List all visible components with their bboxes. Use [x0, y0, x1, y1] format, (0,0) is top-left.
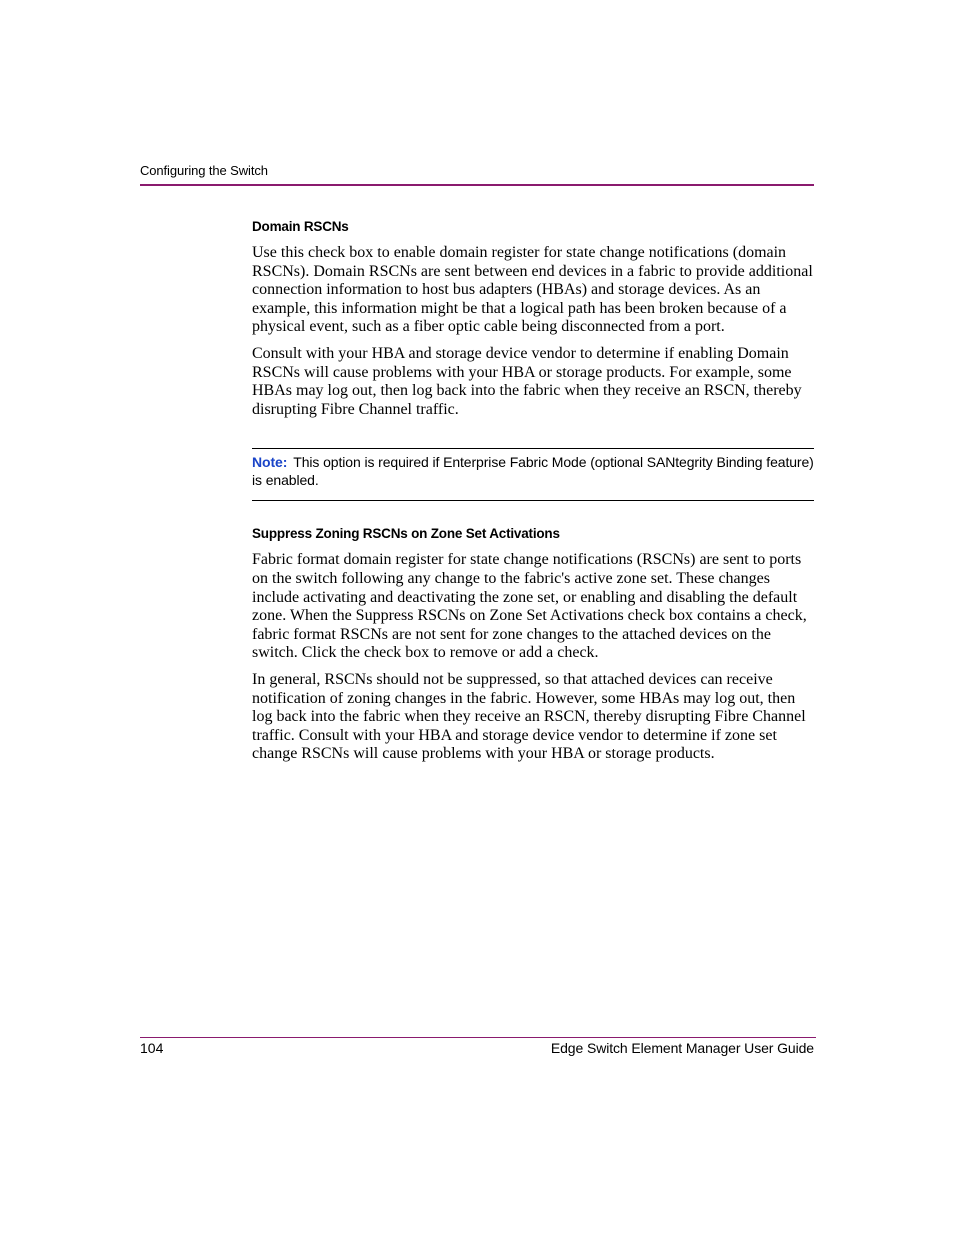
paragraph: Fabric format domain register for state change notifications (RSCNs) are sent to ports on the switch following any change to the fabric's active zone set. These changes include activating and deactivating the zone set, or enabling and disabling the default zone. When the Suppress RSCNs on Zone Set Activations check box contains a check, fabric format RSCNs are not sent for zone changes to the attached devices on the switch. Click the check box to remove or add a check. — [252, 551, 807, 662]
note-text: This option is required if Enterprise Fabric Mode (optional SANtegrity Binding feature) is enabled. — [252, 454, 814, 488]
paragraph: In general, RSCNs should not be suppressed, so that attached devices can receive notification of zoning changes in the fabric. However, some HBAs may log out, then log back into the fabric when they receive an RSCN, thereby disrupting Fibre Channel traffic. Consult with your HBA and storage device vendor to determine if zone set change RSCNs will cause problems with your HBA or storage products. — [252, 670, 806, 763]
paragraph: Use this check box to enable domain register for state change notifications (domain RSCNs). Domain RSCNs are sent between end devices in a fabric to provide additional connection information to host bus adapters (HBAs) and storage devices. As an example, this information might be that a logical path has been broken because of a physical event, such as a fiber optic cable being disconnected from a port. — [252, 244, 813, 336]
footer-rule — [140, 1037, 816, 1038]
note-box — [252, 448, 814, 501]
running-header: Configuring the Switch — [140, 163, 268, 178]
header-rule — [140, 184, 814, 186]
section-heading-domain-rscns: Domain RSCNs — [252, 219, 349, 234]
section-heading-suppress-zoning: Suppress Zoning RSCNs on Zone Set Activations — [252, 526, 560, 542]
document-title: Edge Switch Element Manager User Guide — [550, 1040, 814, 1056]
paragraph: Consult with your HBA and storage device vendor to determine if enabling Domain RSCNs will cause problems with your HBA or storage products. For example, some HBAs may log out, then log back into the fabric when they receive an RSCN, thereby disrupting Fibre Channel traffic. — [252, 344, 802, 418]
note-label: Note: — [252, 454, 288, 471]
page-number: 104 — [140, 1040, 164, 1056]
page-content — [252, 219, 814, 764]
